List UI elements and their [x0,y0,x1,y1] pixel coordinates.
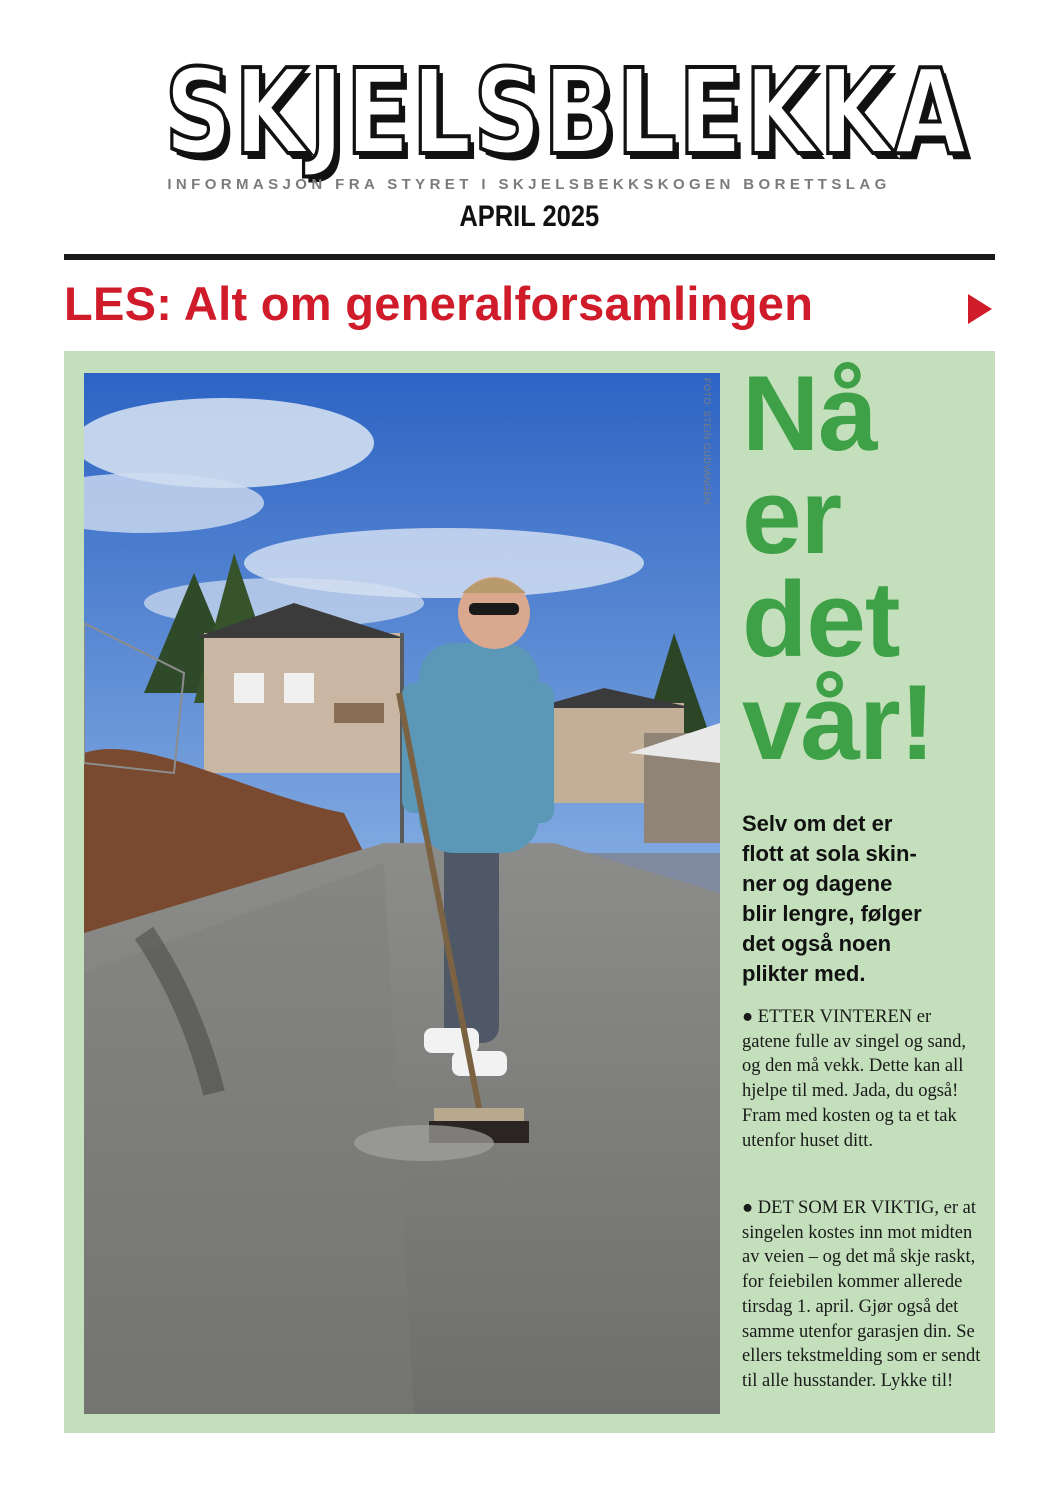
issue-date [64,200,994,234]
lead-line: det også noen [742,931,892,956]
masthead-title: SKJELSBLEKKA [164,43,969,181]
masthead-subtitle: INFORMASJON FRA STYRET I SKJELSBEKKSKOGEN BORETTSLAG [167,176,891,193]
feature-lead [742,809,982,989]
triangle-right-icon [968,294,992,324]
feature-headline [742,353,992,782]
lead-line: plikter med. [742,961,866,986]
lead-line: Selv om det er [742,811,893,836]
header-divider [64,254,995,260]
photo-illustration [84,373,720,1414]
lead-line: ner og dagene [742,871,893,896]
teaser-text: LES: Alt om generalforsamlingen [64,277,814,330]
headline-line: er [742,456,842,576]
headline-line: Nå [742,353,877,473]
lead-line: blir lengre, følger [742,901,922,926]
headline-line: vår! [742,662,935,782]
masthead [64,43,994,181]
headline-line: det [742,559,900,679]
photo-credit: FOTO: STEIN GUDVANGEN [702,378,712,505]
teaser-link[interactable] [64,272,995,342]
feature-photo [84,373,720,1414]
lead-line: flott at sola skin- [742,841,917,866]
issue-date-text: APRIL 2025 [459,200,599,233]
body-paragraph-1: ● ETTER VINTEREN er gatene fulle av singel og sand, og den må vekk. Dette kan all hjelpe til med. Jada, du også! Fram med kosten og ta et tak utenfor huset ditt. [742,1007,966,1151]
body-paragraph-2: ● DET SOM ER VIKTIG, er at singelen kostes inn mot midten av veien – og det må skje raskt, for feiebilen kommer allerede tirsdag 1. april. Gjør også det samme utenfor garasjen din. Se ellers tekstmelding som er sendt til alle husstander. Lykke til! [742,1198,981,1391]
